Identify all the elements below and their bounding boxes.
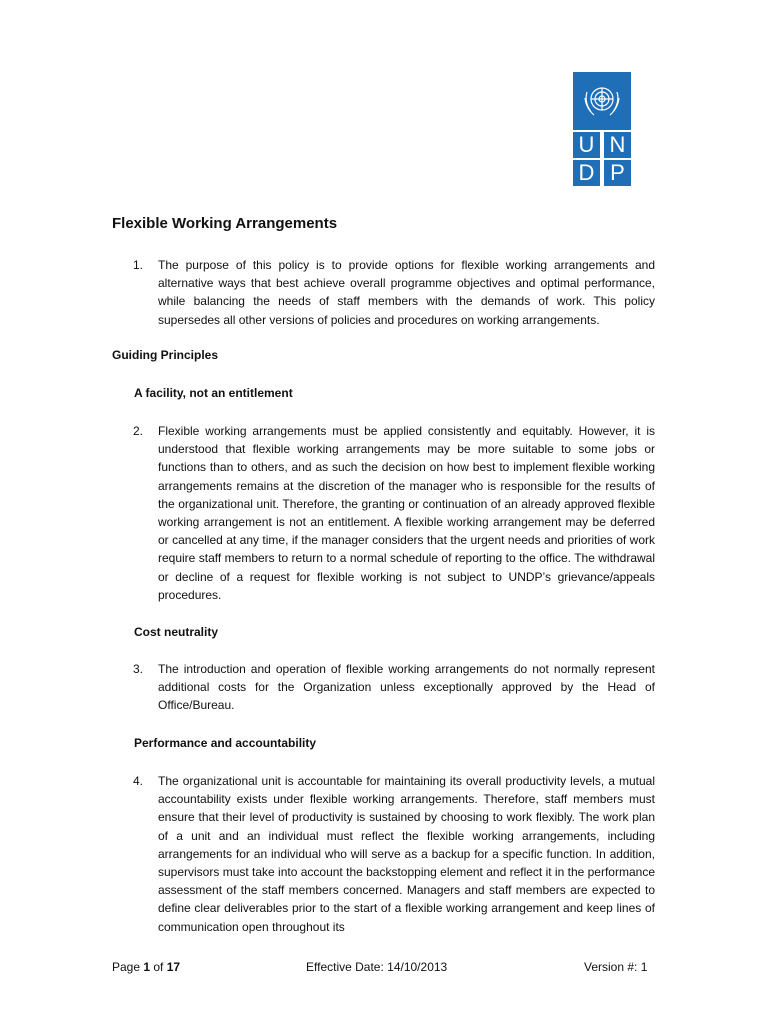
logo-letter-p: P [604,160,631,186]
paragraph-text: The purpose of this policy is to provide options for flexible working arrangements and alternative ways that best achieve overall programme objectives and optimal performance, while balancing the needs of staff members with the demands of work. This policy supersedes all other versions of policies and procedures on working arrangements. [158,258,655,327]
paragraph-text: The introduction and operation of flexible working arrangements do not normally represent additional costs for the Organization unless exceptionally approved by the Head of Office/Bureau. [158,662,655,713]
paragraph-number: 3. [133,662,144,676]
document-title: Flexible Working Arrangements [112,215,338,232]
section-heading-guiding-principles: Guiding Principles [112,348,219,362]
paragraph-text: Flexible working arrangements must be applied consistently and equitably. However, it is understood that flexible working arrangements may be more suitable to some jobs or functions than to others, and as such the decision on how best to implement flexible working arrangements remains at the discretion of the manager who is responsible for the results of the organizational unit. Therefore, the granting or continuation of an already approved flexible working arrangement is not an entitlement. A flexible working arrangement may be deferred or cancelled at any time, if the manager considers that the urgent needs and priorities of work require staff members to return to a normal schedule of reporting to the office. The withdrawal or decline of a request for flexible working is not subject to UNDP’s grievance/appeals procedures. [158,424,655,602]
page-number [112,958,180,976]
version-number: Version #: 1 [584,960,648,974]
policy-paragraph-3 [133,660,655,715]
effective-date: Effective Date: 14/10/2013 [306,960,448,974]
subheading-cost-neutrality: Cost neutrality [134,625,219,639]
policy-paragraph-2 [133,422,655,604]
paragraph-text: The organizational unit is accountable for maintaining its overall productivity levels, a mutual accountability exists under flexible working arrangements. Therefore, staff members must ensure that their level of productivity is sustained by choosing to work flexibly. The work plan of a unit and an individual must reflect the flexible working arrangements, including arrangements for an individual who will serve as a backup for a specific function. In addition, supervisors must take into account the backstopping element and reflect it in the performance assessment of the staff members concerned. Managers and staff members are expected to define clear deliverables prior to the start of a flexible working arrangement and keep lines of communication open throughout its [158,774,655,934]
paragraph-number: 2. [133,424,144,438]
undp-logo [573,72,631,186]
paragraph-number: 4. [133,774,144,788]
page-total: 17 [166,960,181,974]
subheading-performance: Performance and accountability [134,736,317,750]
logo-letter-u: U [573,132,600,158]
un-emblem-icon [573,72,631,130]
page-of: of [150,960,167,974]
page-current: 1 [143,960,151,974]
policy-paragraph-1 [133,256,655,329]
subheading-facility: A facility, not an entitlement [134,386,293,400]
logo-letter-d: D [573,160,600,186]
paragraph-number: 1. [133,258,144,272]
policy-paragraph-4 [133,772,655,936]
page-prefix: Page [112,960,144,974]
logo-letter-n: N [604,132,631,158]
